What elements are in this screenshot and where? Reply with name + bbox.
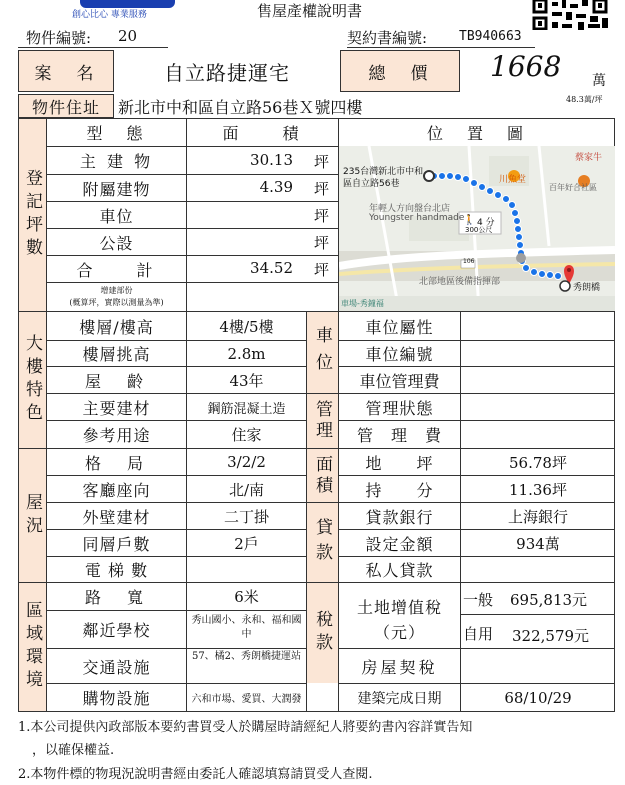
house-right-value: 上海銀行	[507, 507, 568, 526]
parking-label: 車位	[307, 312, 338, 393]
tax-general-value: 695,813元	[510, 591, 588, 609]
area-row-value: 30.13	[250, 151, 293, 169]
area-row-unit: 坪	[314, 153, 330, 171]
document-title: 售屋產權說明書	[257, 2, 363, 20]
case-name: 自立路捷運宅	[164, 60, 290, 85]
total-price: 1668	[490, 50, 562, 83]
area-row-value: 4.39	[259, 178, 293, 196]
map-addr-line2: 區自立路56巷	[343, 179, 400, 189]
parking-row-label: 車位編號	[365, 345, 434, 364]
area-row-label: 車位	[99, 206, 134, 226]
env-row-value: 六和市場、愛買、大潤發	[191, 694, 302, 705]
build-date-label: 建築完成日期	[357, 690, 442, 707]
location-map[interactable]	[339, 146, 615, 311]
address: 新北市中和區自立路56巷Ｘ號四樓	[118, 98, 363, 117]
tax-label: 稅款	[307, 583, 338, 683]
building-section-label: 大樓特色	[19, 312, 46, 448]
note-line: ，以確保權益.	[32, 743, 115, 758]
unit-price: 48.3萬/坪	[566, 95, 603, 104]
house-right-label: 私人貸款	[365, 561, 434, 580]
env-row-value: 秀山國小、永和、福和國中	[191, 615, 302, 640]
env-row-label: 路 寬	[84, 588, 148, 607]
col-area: 面 積	[222, 124, 303, 143]
map-walk-time: 4 分	[477, 218, 495, 228]
property-no-label: 物件編號:	[26, 29, 92, 47]
area-row-unit: 坪	[314, 180, 330, 198]
house-row-value: 北/南	[228, 480, 265, 499]
contract-no-field	[347, 27, 535, 48]
case-label: 案 名	[18, 50, 114, 92]
tax-general-label: 一般	[463, 591, 494, 609]
house-section-label: 屋況	[19, 449, 46, 582]
map-poi: 北部地區後備指揮部	[419, 277, 501, 287]
parking-row-label: 車位管理費	[359, 371, 440, 391]
address-label: 物件住址	[18, 94, 114, 118]
contract-no-label: 契約書編號:	[347, 29, 428, 47]
house-row-label: 同層戶數	[82, 534, 151, 554]
map-addr-line1: 235台灣新北市中和	[343, 167, 424, 177]
env-row-label: 購物設施	[82, 689, 151, 708]
deed-tax-label: 房屋契稅	[361, 657, 438, 677]
building-row-label: 屋 齡	[84, 371, 148, 391]
house-row-value: 3/2/2	[227, 453, 266, 471]
env-row-label: 交通設施	[82, 657, 151, 677]
qr-code	[532, 0, 610, 30]
area-note-title: 增建部份	[100, 286, 133, 295]
house-right-label: 貸款銀行	[365, 507, 434, 527]
note-line: 2.本物件標的物現況說明書經由委託人確認填寫請買受人查閱.	[18, 767, 373, 782]
contract-no: TB940663	[459, 29, 522, 44]
total-price-label: 總 價	[340, 50, 460, 92]
house-right-value: 934萬	[516, 534, 560, 553]
build-date: 68/10/29	[504, 688, 572, 707]
env-row-value: 57、橘2、秀朗橋捷運站	[191, 651, 302, 662]
house-row-label: 外壁建材	[82, 507, 151, 527]
note-line: 1.本公司提供內政部版本要約書買受人於購屋時請經紀人將要約書內容詳實告知	[18, 720, 473, 735]
building-row-label: 樓層/樓高	[79, 317, 154, 337]
building-row-label: 主要建材	[82, 398, 151, 418]
area-row-unit: 坪	[314, 207, 330, 225]
house-right-value: 11.36坪	[509, 480, 567, 499]
building-row-value: 2.8m	[227, 344, 266, 363]
parking-row-label: 管理狀態	[365, 398, 434, 418]
house-right-label: 持 分	[365, 480, 434, 500]
map-road-number: 106	[463, 258, 475, 265]
area-label: 面積	[307, 449, 338, 502]
property-no: 20	[118, 27, 138, 45]
area-note-desc: (概算坪，實際以測量為準)	[69, 298, 164, 307]
col-type: 型 態	[86, 124, 147, 143]
house-row-label: 格 局	[84, 453, 148, 473]
manage-label: 管理	[307, 394, 338, 448]
slogan: 創心比心 專業服務	[72, 10, 147, 20]
house-right-label: 地 坪	[365, 453, 434, 473]
walk-icon: 🚶	[463, 215, 476, 226]
map-poi: 百年好合社區	[549, 183, 597, 192]
house-right-value: 56.78坪	[509, 453, 567, 472]
house-row-label: 客廳座向	[82, 480, 151, 500]
land-tax-label: 土地增值稅	[356, 598, 442, 617]
house-row-value: 2戶	[234, 534, 259, 553]
building-row-value: 4樓/5樓	[219, 317, 274, 336]
parking-row-label: 管 理 費	[356, 426, 442, 445]
land-tax-unit: （元）	[373, 623, 425, 642]
map-walk-distance: 300公尺	[465, 226, 493, 234]
area-section-label: 登記坪數	[19, 119, 46, 311]
area-row-label: 主 建 物	[79, 152, 154, 171]
loan-label: 貸款	[307, 503, 338, 582]
area-row-unit: 坪	[314, 261, 330, 279]
env-row-value: 6米	[234, 588, 259, 606]
col-map: 位 置 圖	[426, 124, 527, 143]
map-station: 秀朗橋	[573, 283, 601, 293]
parking-row-label: 車位屬性	[365, 317, 434, 337]
map-shop-name: 年輕人方向盤台北店	[369, 204, 451, 214]
env-section-label: 區域環境	[19, 583, 46, 711]
env-row-label: 鄰近學校	[82, 621, 151, 640]
map-poi: 蔡家牛	[575, 153, 603, 163]
building-row-value: 住家	[231, 426, 262, 444]
area-row-unit: 坪	[314, 234, 330, 252]
map-poi: 川魚堂	[499, 175, 527, 185]
house-row-label: 電 梯 數	[84, 561, 149, 580]
area-row-value: 34.52	[250, 259, 293, 277]
building-row-label: 參考用途	[82, 426, 151, 445]
tax-self-label: 自用	[463, 625, 494, 643]
house-right-label: 設定金額	[365, 534, 434, 554]
building-row-label: 樓層挑高	[82, 345, 151, 364]
price-unit: 萬	[592, 73, 606, 89]
area-row-label: 合 計	[76, 260, 157, 280]
map-shop-name-en: Youngster handmade	[369, 213, 465, 223]
building-row-value: 鋼筋混凝土造	[207, 401, 286, 417]
house-row-value: 二丁掛	[223, 507, 269, 526]
map-line: 車場-秀鐘福	[341, 299, 384, 308]
area-row-label: 公設	[99, 233, 134, 253]
property-no-field	[18, 27, 168, 48]
tax-self-value: 322,579元	[512, 627, 590, 645]
area-row-label: 附屬建物	[82, 179, 151, 199]
building-row-value: 43年	[229, 371, 264, 390]
